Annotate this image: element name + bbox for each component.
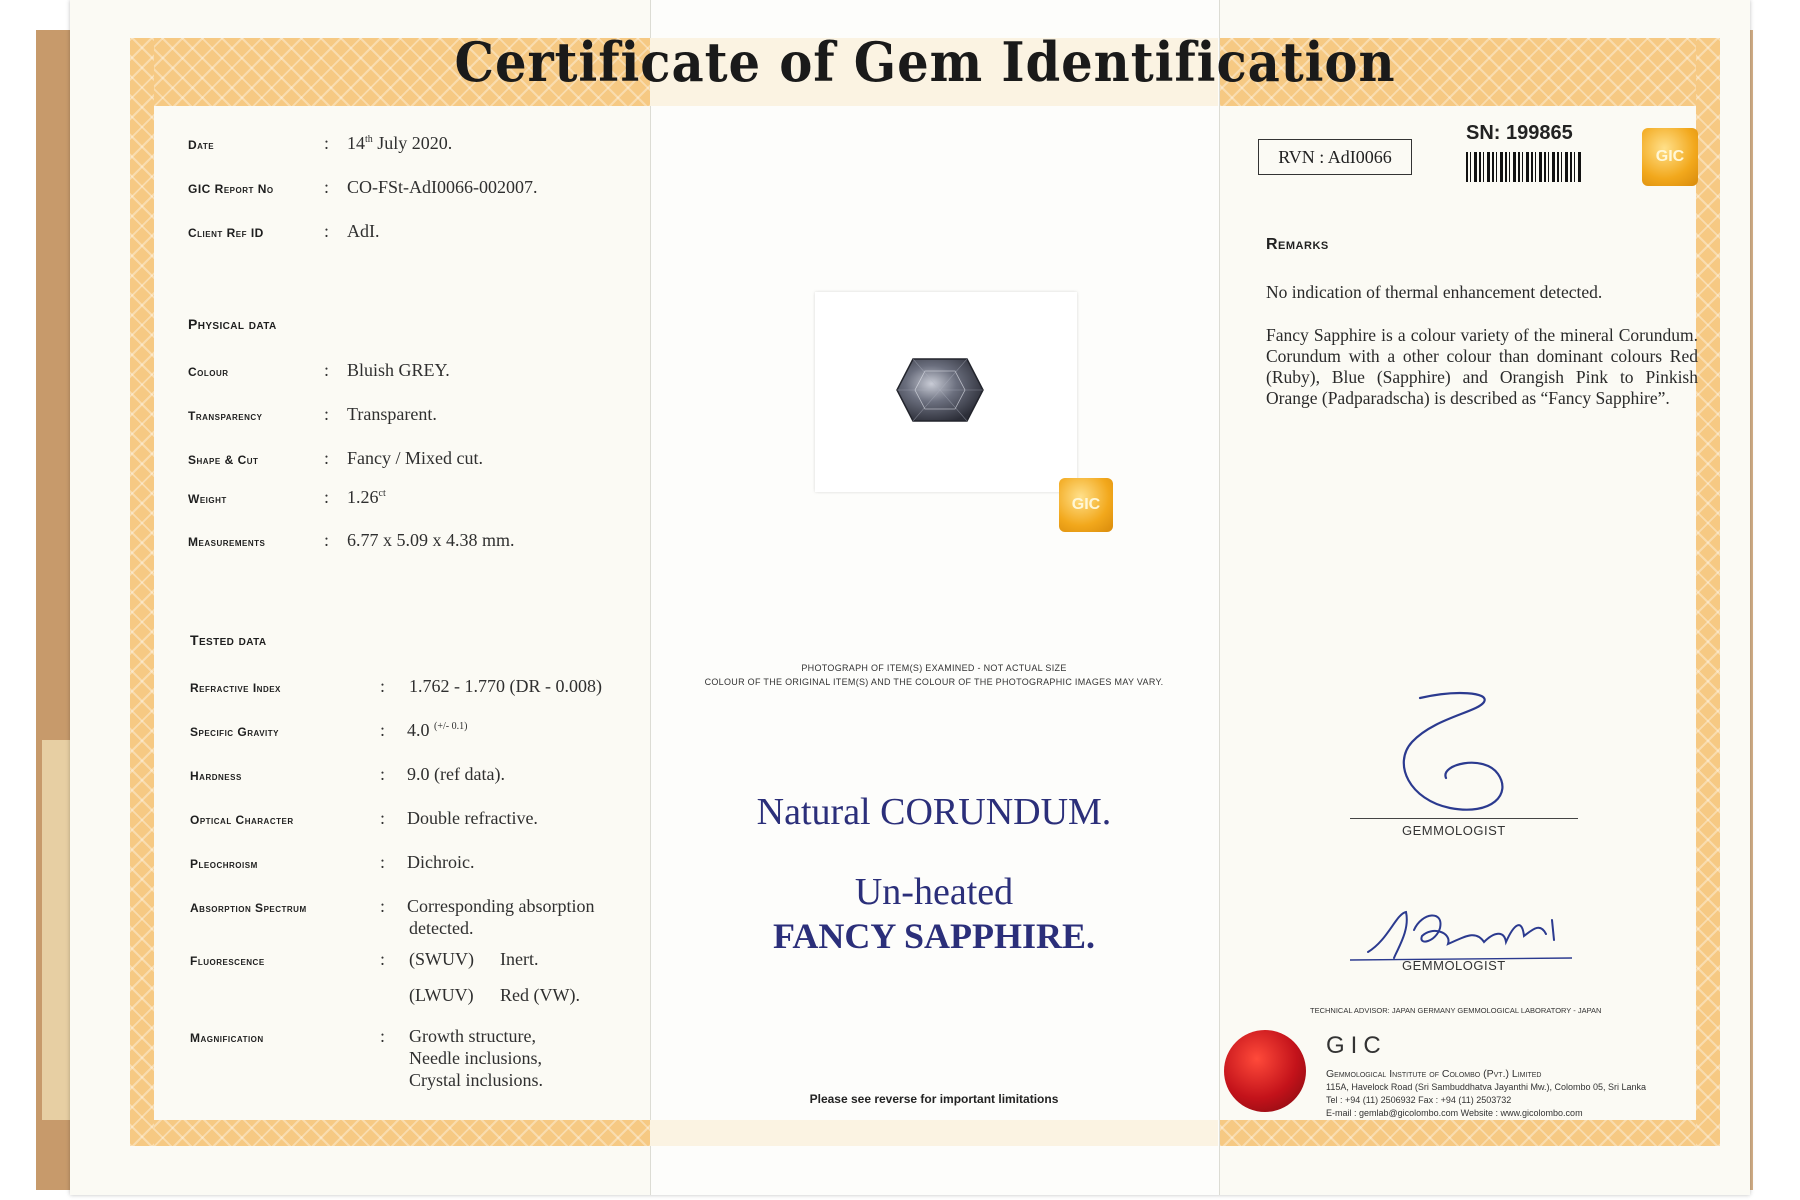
barcode (1466, 152, 1582, 182)
colour-value: Bluish GREY. (347, 360, 450, 380)
fluorescence-label: Fluorescence (190, 954, 265, 968)
gemmologist-signature-1 (1380, 690, 1530, 818)
serial-number: SN: 199865 (1466, 122, 1573, 144)
remark-1: No indication of thermal enhancement detected. (1266, 282, 1603, 302)
fluorescence-lwuv: (LWUV) (409, 985, 474, 1005)
weight-label: Weight (188, 492, 227, 506)
magnification-label: Magnification (190, 1031, 264, 1045)
report-no-label: GIC Report No (188, 182, 274, 196)
limitations-note: Please see reverse for important limitations (809, 1092, 1059, 1106)
physical-data-heading: Physical data (188, 316, 277, 332)
technical-advisor: TECHNICAL ADVISOR: JAPAN GERMANY GEMMOLOGICAL LABORATORY - JAPAN (1310, 1006, 1602, 1015)
photo-note-1: PHOTOGRAPH OF ITEM(S) EXAMINED - NOT ACTUAL SIZE (801, 663, 1067, 673)
identification-variety: FANCY SAPPHIRE. (773, 916, 1095, 956)
magnification-value-1: Growth structure, (409, 1026, 536, 1046)
border-right (1696, 38, 1720, 1146)
wax-seal (1224, 1030, 1306, 1112)
org-email: E-mail : gemlab@gicolombo.com Website : www.gicolombo.com (1326, 1108, 1583, 1118)
colour-label: Colour (188, 365, 229, 379)
optical-character-label: Optical Character (190, 813, 294, 827)
hardness-label: Hardness (190, 769, 242, 783)
transparency-label: Transparency (188, 409, 263, 423)
optical-character-value: Double refractive. (407, 808, 538, 828)
transparency-value: Transparent. (347, 404, 437, 424)
gem-photo (895, 355, 985, 425)
remarks-heading: Remarks (1266, 236, 1329, 253)
weight-value: $1.26^{ct}$ (347, 487, 386, 507)
client-ref-label: Client Ref ID (188, 226, 264, 240)
gic-hologram-seal: GIC (1059, 478, 1113, 532)
certificate-title: Certificate of Gem Identification (454, 30, 1396, 94)
org-short-name: GIC (1326, 1032, 1387, 1059)
client-ref-value: AdI. (347, 221, 380, 241)
date-label: Date (188, 138, 215, 152)
pleochroism-label: Pleochroism (190, 857, 258, 871)
absorption-spectrum-label: Absorption Spectrum (190, 901, 307, 915)
measurements-label: Measurements (188, 535, 266, 549)
absorption-spectrum-value-1: Corresponding absorption (407, 896, 595, 916)
rvn-box: RVN : AdI0066 (1258, 139, 1412, 175)
refractive-index-value: 1.762 - 1.770 (DR - 0.008) (409, 676, 602, 696)
tested-data-heading: Tested data (190, 632, 267, 648)
pleochroism-value: Dichroic. (407, 852, 475, 872)
photo-note-2: COLOUR OF THE ORIGINAL ITEM(S) AND THE COLOUR OF THE PHOTOGRAPHIC IMAGES MAY VARY. (704, 677, 1164, 687)
refractive-index-label: Refractive Index (190, 681, 281, 695)
org-phone: Tel : +94 (11) 2506932 Fax : +94 (11) 2503732 (1326, 1095, 1512, 1105)
shape-cut-value: Fancy / Mixed cut. (347, 448, 483, 468)
gemmologist-label-2: GEMMOLOGIST (1402, 958, 1506, 973)
org-name: Gemmological Institute of Colombo (Pvt.) Limited (1326, 1068, 1542, 1080)
middle-panel (650, 0, 1220, 1195)
shape-cut-label: Shape & Cut (188, 453, 259, 467)
specific-gravity-value: 4.0 $^{(+/- 0.1)}$ (407, 720, 468, 740)
border-left (130, 38, 154, 1146)
fluorescence-lwuv-value: Red (VW). (500, 985, 580, 1005)
magnification-value-3: Crystal inclusions. (409, 1070, 543, 1090)
remark-2: Fancy Sapphire is a colour variety of the mineral Corundum. Corundum with a other colour than dominant colours Red (Ruby), Blue (Sapphire) and Orangish Pink to Pinkish Orange (Padparadscha) is described as “Fancy Sapphire”. (1266, 325, 1698, 408)
specific-gravity-label: Specific Gravity (190, 725, 279, 739)
date-value: 14th July 2020. (347, 133, 453, 153)
magnification-value-2: Needle inclusions, (409, 1048, 542, 1068)
gemmologist-label-1: GEMMOLOGIST (1402, 823, 1506, 838)
absorption-spectrum-value-2: detected. (409, 918, 474, 938)
hardness-value: 9.0 (ref data). (407, 764, 505, 784)
fluorescence-swuv-value: Inert. (500, 949, 539, 969)
org-address: 115A, Havelock Road (Sri Sambuddhatva Jayanthi Mw.), Colombo 05, Sri Lanka (1326, 1082, 1646, 1092)
identification-treatment: Un-heated (854, 871, 1014, 913)
measurements-value: 6.77 x 5.09 x 4.38 mm. (347, 530, 515, 550)
report-no-value: CO-FSt-AdI0066-002007. (347, 177, 538, 197)
middle-panel-band-bottom (650, 1120, 1218, 1146)
fluorescence-swuv: (SWUV) (409, 949, 474, 969)
identification-species: Natural CORUNDUM. (756, 791, 1112, 833)
gic-logo-seal: GIC (1642, 128, 1698, 186)
